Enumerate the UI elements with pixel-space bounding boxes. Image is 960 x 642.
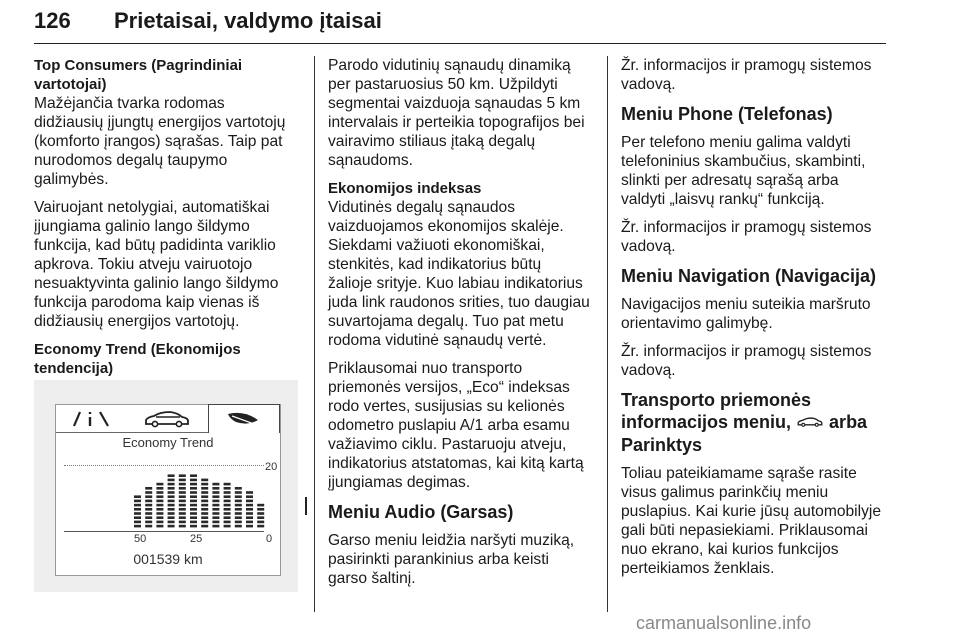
car-icon (796, 412, 824, 434)
scale-top-label: 20 (265, 461, 278, 473)
axis-label-mid: 25 (190, 533, 203, 545)
paragraph-navigation-menu: Navigacijos meniu suteikia maršruto orientavimo galimybę. (621, 296, 871, 332)
axis-line (64, 531, 264, 532)
column-2 (328, 56, 596, 597)
paragraph-phone-menu: Per telefono meniu galima valdyti telefoninius skambučius, skambinti, slinkti per adresatų sąrašą arba valdyti „laisvų rankų“ funkciją. (621, 134, 866, 208)
watermark: carmanualsonline.info (636, 613, 812, 633)
trend-bar (134, 495, 141, 527)
slash-info-icon (62, 405, 122, 432)
heading-economy-trend: Economy Trend (Ekonomijos tendencija) (34, 341, 241, 377)
odometer-value: 001539 km (133, 551, 203, 567)
heading-top-consumers: Top Consumers (Pagrindiniai vartotojai) (34, 57, 243, 93)
eco-leaf-icon (208, 404, 280, 433)
trend-bar (224, 483, 231, 528)
economy-trend-display (55, 404, 281, 576)
trend-bar (246, 491, 253, 527)
heading-vehicle-info-part-a: Transporto priemonės informacijos meniu, (621, 390, 812, 432)
paragraph-top-consumers: Mažėjančia tvarka rodomas didžiausių įjungtų energijos vartotojų (komforto įrangos) sąrašas. Taip pat nurodomos degalų taupymo galimybės. (34, 95, 286, 188)
page-number: 126 (34, 8, 71, 33)
column-1 (34, 56, 300, 378)
column-divider-1 (314, 56, 315, 612)
trend-bars (56, 467, 280, 529)
paragraph-trend-description: Parodo vidutinių sąnaudų dinamiką per pastaruosius 50 km. Užpildyti segmentai vaizduoja sąnaudas 5 km intervalais ir perteikia topografijos bei vairavimo stiliaus įtaką degalų sąnaudoms. (328, 57, 585, 169)
paragraph-see-manual-1: Žr. informacijos ir pramogų sistemos vadovą. (621, 57, 872, 93)
heading-vehicle-info-part-b: arba Parinktys (621, 412, 868, 456)
paragraph-see-manual-3: Žr. informacijos ir pramogų sistemos vadovą. (621, 343, 872, 379)
indicator-mark (305, 497, 307, 515)
trend-bar (168, 474, 175, 527)
display-title: Economy Trend (122, 435, 214, 450)
paragraph-economy-index: Vidutinės degalų sąnaudos vaizduojamos ekonomijos skalėje. Siekdami važiuoti ekonomiškai, stenkitės, kad indikatorius būtų žalioje srityje. Kuo labiau indikatorius juda link raudonos srities, tuo daugiau suvartojama degalų. Tuo pat metu rodoma vidutinė sąnaudų vertė. (328, 199, 590, 349)
axis-label-right: 0 (266, 533, 273, 545)
economy-trend-figure (34, 380, 298, 592)
trend-bar (257, 504, 264, 528)
page-header (34, 6, 886, 42)
car-icon (134, 405, 200, 432)
paragraph-eco-index-versions: Priklausomai nuo transporto priemonės versijos, „Eco“ indeksas rodo vertes, susijusias su kelionės odometro puslapiu A/1 arba esamu važiavimo ciklu. Pastaruoju atveju, indikatorius atstatomas, kai kitą kartą įjungiamas degimas. (328, 360, 584, 491)
trend-bar (212, 483, 219, 528)
paragraph-rear-window: Vairuojant netolygiai, automatiškai įjungiama galinio lango šildymo funkcija, kad būtų padidinta variklio apkrova. Tokiu atveju vairuotojo nesuaktyvinta galinio lango šildymo funkcija parodoma kaip vienas iš didžiausių energijos vartotojų. (34, 199, 279, 330)
page-title: Prietaisai, valdymo įtaisai (114, 8, 382, 33)
heading-phone-menu: Meniu Phone (Telefonas) (621, 104, 833, 124)
trend-bar (179, 474, 186, 527)
heading-economy-index: Ekonomijos indeksas (328, 180, 482, 197)
trend-bar (156, 483, 163, 528)
paragraph-see-manual-2: Žr. informacijos ir pramogų sistemos vadovą. (621, 219, 872, 255)
trend-bar (145, 487, 152, 527)
trend-bar (235, 487, 242, 527)
paragraph-audio-menu: Garso meniu leidžia naršyti muziką, pasirinkti parankinius arba keisti garso šaltinį. (328, 532, 575, 587)
heading-audio-menu: Meniu Audio (Garsas) (328, 502, 514, 522)
display-tabs (56, 405, 280, 433)
paragraph-vehicle-info-menu: Toliau pateikiamame sąraše rasite visus galimus parinkčių meniu puslapius. Kai kurie jūsų automobilyje gali būti nepasiekiami. Priklausomai nuo ekrano, kai kurios funkcijos perteikiamos ženklais. (621, 465, 882, 578)
heading-vehicle-info-menu (621, 389, 891, 456)
column-3 (621, 56, 891, 587)
trend-bar (201, 479, 208, 528)
header-rule (34, 43, 886, 44)
heading-navigation-menu: Meniu Navigation (Navigacija) (621, 266, 877, 286)
trend-bar (190, 474, 197, 527)
axis-label-left: 50 (134, 533, 147, 545)
column-divider-2 (607, 56, 608, 612)
